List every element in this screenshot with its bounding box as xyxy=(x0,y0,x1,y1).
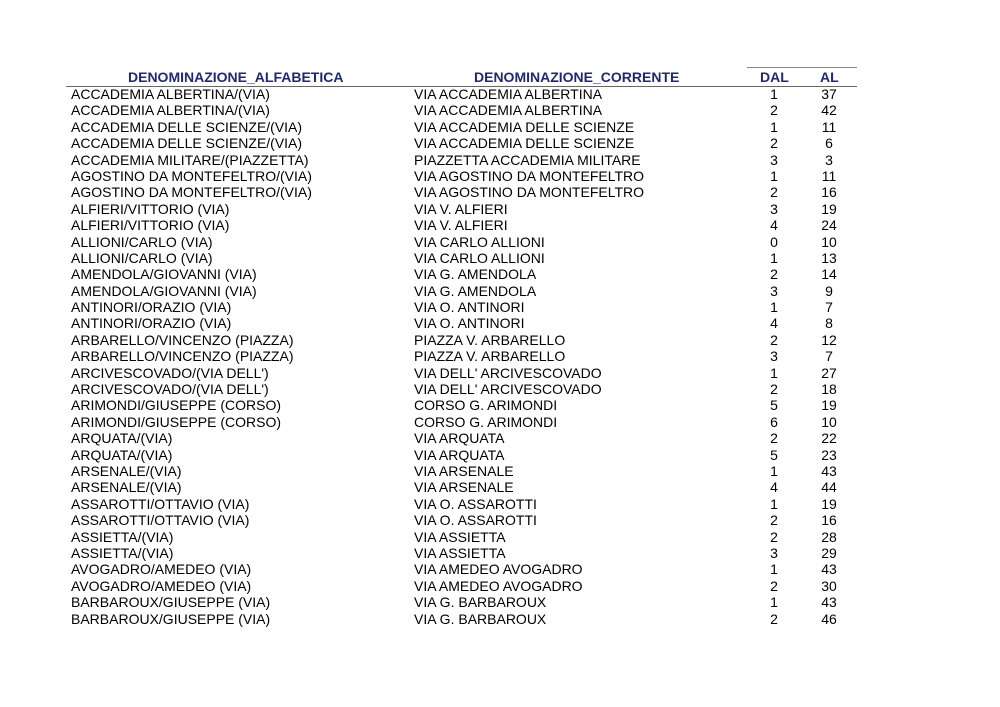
cell-denominazione-alfabetica: AVOGADRO/AMEDEO (VIA) xyxy=(71,577,252,594)
cell-al: 13 xyxy=(821,249,837,266)
cell-denominazione-corrente: VIA ASSIETTA xyxy=(414,528,506,545)
cell-denominazione-corrente: VIA O. ASSAROTTI xyxy=(414,495,537,512)
cell-dal: 5 xyxy=(770,446,778,463)
table-row xyxy=(0,430,1000,446)
cell-denominazione-alfabetica: ACCADEMIA DELLE SCIENZE/(VIA) xyxy=(71,135,303,152)
cell-dal: 1 xyxy=(770,495,778,512)
table-row xyxy=(0,119,1000,135)
cell-denominazione-alfabetica: AGOSTINO DA MONTEFELTRO/(VIA) xyxy=(71,184,312,201)
cell-dal: 3 xyxy=(770,151,778,168)
cell-denominazione-corrente: VIA O. ASSAROTTI xyxy=(414,512,537,529)
cell-denominazione-corrente: VIA O. ANTINORI xyxy=(414,299,525,316)
cell-denominazione-alfabetica: ARQUATA/(VIA) xyxy=(71,446,173,463)
cell-denominazione-corrente: VIA O. ANTINORI xyxy=(414,315,525,332)
cell-al: 16 xyxy=(821,184,837,201)
cell-denominazione-alfabetica: ARIMONDI/GIUSEPPE (CORSO) xyxy=(71,397,282,414)
cell-al: 18 xyxy=(821,381,837,398)
cell-denominazione-corrente: VIA CARLO ALLIONI xyxy=(414,249,545,266)
cell-denominazione-corrente: VIA ARQUATA xyxy=(414,446,505,463)
cell-denominazione-alfabetica: ACCADEMIA ALBERTINA/(VIA) xyxy=(71,86,270,102)
cell-denominazione-alfabetica: ARIMONDI/GIUSEPPE (CORSO) xyxy=(71,413,282,430)
table-row xyxy=(0,152,1000,168)
table-row xyxy=(0,496,1000,512)
cell-denominazione-alfabetica: BARBAROUX/GIUSEPPE (VIA) xyxy=(71,610,271,627)
table-row xyxy=(0,611,1000,627)
cell-al: 29 xyxy=(821,544,837,561)
cell-dal: 1 xyxy=(770,561,778,578)
cell-denominazione-corrente: PIAZZA V. ARBARELLO xyxy=(414,331,566,348)
table-row xyxy=(0,217,1000,233)
cell-denominazione-alfabetica: ALLIONI/CARLO (VIA) xyxy=(71,249,213,266)
cell-dal: 4 xyxy=(770,217,778,234)
cell-al: 7 xyxy=(825,299,833,316)
cell-dal: 2 xyxy=(770,102,778,119)
table-row xyxy=(0,250,1000,266)
table-row xyxy=(0,184,1000,200)
cell-denominazione-alfabetica: ASSAROTTI/OTTAVIO (VIA) xyxy=(71,512,250,529)
cell-denominazione-corrente: VIA AGOSTINO DA MONTEFELTRO xyxy=(414,184,645,201)
cell-denominazione-corrente: VIA V. ALFIERI xyxy=(414,217,508,234)
cell-denominazione-corrente: CORSO G. ARIMONDI xyxy=(414,413,558,430)
table-row xyxy=(0,414,1000,430)
table-row xyxy=(0,332,1000,348)
cell-al: 28 xyxy=(821,528,837,545)
cell-denominazione-corrente: VIA ARQUATA xyxy=(414,430,505,447)
cell-denominazione-corrente: CORSO G. ARIMONDI xyxy=(414,397,558,414)
table-row xyxy=(0,545,1000,561)
cell-dal: 2 xyxy=(770,512,778,529)
table-row xyxy=(0,234,1000,250)
cell-al: 11 xyxy=(821,118,837,135)
cell-denominazione-corrente: VIA ASSIETTA xyxy=(414,544,506,561)
cell-denominazione-alfabetica: AGOSTINO DA MONTEFELTRO/(VIA) xyxy=(71,167,312,184)
cell-dal: 0 xyxy=(770,233,778,250)
cell-dal: 3 xyxy=(770,282,778,299)
cell-al: 8 xyxy=(825,315,833,332)
table-row xyxy=(0,578,1000,594)
cell-denominazione-corrente: VIA AGOSTINO DA MONTEFELTRO xyxy=(414,167,645,184)
table-header xyxy=(0,68,1000,86)
cell-al: 10 xyxy=(821,233,837,250)
table-row xyxy=(0,201,1000,217)
table-row xyxy=(0,102,1000,118)
column-header-dal: DAL xyxy=(760,69,789,85)
cell-al: 10 xyxy=(821,413,837,430)
cell-al: 42 xyxy=(821,102,837,119)
table-row xyxy=(0,86,1000,102)
cell-denominazione-corrente: VIA ACCADEMIA DELLE SCIENZE xyxy=(414,118,635,135)
column-header-denominazione-alfabetica: DENOMINAZIONE_ALFABETICA xyxy=(128,69,344,85)
cell-dal: 2 xyxy=(770,577,778,594)
cell-al: 46 xyxy=(821,610,837,627)
cell-dal: 2 xyxy=(770,528,778,545)
cell-denominazione-alfabetica: ALFIERI/VITTORIO (VIA) xyxy=(71,217,230,234)
cell-al: 16 xyxy=(821,512,837,529)
cell-denominazione-alfabetica: AMENDOLA/GIOVANNI (VIA) xyxy=(71,266,257,283)
cell-al: 23 xyxy=(821,446,837,463)
table-row xyxy=(0,283,1000,299)
cell-al: 24 xyxy=(821,217,837,234)
cell-denominazione-alfabetica: ARSENALE/(VIA) xyxy=(71,479,182,496)
table-row xyxy=(0,479,1000,495)
cell-dal: 3 xyxy=(770,544,778,561)
cell-al: 6 xyxy=(825,135,833,152)
cell-dal: 2 xyxy=(770,135,778,152)
table-row xyxy=(0,463,1000,479)
cell-denominazione-alfabetica: ARBARELLO/VINCENZO (PIAZZA) xyxy=(71,348,294,365)
table-body xyxy=(0,86,1000,627)
cell-dal: 1 xyxy=(770,364,778,381)
cell-dal: 1 xyxy=(770,86,778,102)
table-row xyxy=(0,529,1000,545)
cell-al: 43 xyxy=(821,594,837,611)
cell-denominazione-corrente: VIA ACCADEMIA ALBERTINA xyxy=(414,86,603,102)
table-row xyxy=(0,348,1000,364)
cell-dal: 5 xyxy=(770,397,778,414)
cell-dal: 3 xyxy=(770,200,778,217)
cell-dal: 2 xyxy=(770,430,778,447)
column-header-denominazione-corrente: DENOMINAZIONE_CORRENTE xyxy=(474,69,680,85)
table-row xyxy=(0,381,1000,397)
cell-dal: 3 xyxy=(770,348,778,365)
table-row xyxy=(0,397,1000,413)
table-row xyxy=(0,299,1000,315)
cell-denominazione-alfabetica: ACCADEMIA DELLE SCIENZE/(VIA) xyxy=(71,118,303,135)
cell-al: 30 xyxy=(821,577,837,594)
cell-dal: 2 xyxy=(770,381,778,398)
table-row xyxy=(0,365,1000,381)
cell-denominazione-alfabetica: AVOGADRO/AMEDEO (VIA) xyxy=(71,561,252,578)
cell-denominazione-corrente: VIA V. ALFIERI xyxy=(414,200,508,217)
cell-dal: 2 xyxy=(770,266,778,283)
cell-denominazione-alfabetica: ARCIVESCOVADO/(VIA DELL') xyxy=(71,381,269,398)
cell-dal: 6 xyxy=(770,413,778,430)
cell-denominazione-alfabetica: ACCADEMIA MILITARE/(PIAZZETTA) xyxy=(71,151,309,168)
cell-dal: 2 xyxy=(770,331,778,348)
cell-denominazione-corrente: VIA CARLO ALLIONI xyxy=(414,233,545,250)
cell-dal: 4 xyxy=(770,315,778,332)
cell-al: 14 xyxy=(821,266,837,283)
cell-al: 7 xyxy=(825,348,833,365)
cell-denominazione-alfabetica: ASSIETTA/(VIA) xyxy=(71,528,174,545)
cell-al: 11 xyxy=(821,167,837,184)
cell-denominazione-alfabetica: ARQUATA/(VIA) xyxy=(71,430,173,447)
cell-denominazione-alfabetica: ANTINORI/ORAZIO (VIA) xyxy=(71,299,232,316)
cell-dal: 4 xyxy=(770,479,778,496)
cell-denominazione-corrente: PIAZZA V. ARBARELLO xyxy=(414,348,566,365)
table-row xyxy=(0,266,1000,282)
table-row xyxy=(0,594,1000,610)
cell-al: 19 xyxy=(821,397,837,414)
cell-dal: 2 xyxy=(770,610,778,627)
cell-denominazione-corrente: VIA ARSENALE xyxy=(414,462,514,479)
table-row xyxy=(0,512,1000,528)
cell-denominazione-corrente: VIA DELL' ARCIVESCOVADO xyxy=(414,364,602,381)
cell-denominazione-alfabetica: BARBAROUX/GIUSEPPE (VIA) xyxy=(71,594,271,611)
cell-al: 43 xyxy=(821,561,837,578)
cell-dal: 2 xyxy=(770,184,778,201)
table-row xyxy=(0,168,1000,184)
cell-al: 37 xyxy=(821,86,837,102)
table-row xyxy=(0,561,1000,577)
cell-dal: 1 xyxy=(770,249,778,266)
cell-denominazione-corrente: VIA G. AMENDOLA xyxy=(414,266,537,283)
cell-al: 3 xyxy=(825,151,833,168)
cell-denominazione-alfabetica: ARBARELLO/VINCENZO (PIAZZA) xyxy=(71,331,294,348)
cell-dal: 1 xyxy=(770,167,778,184)
cell-dal: 1 xyxy=(770,462,778,479)
column-header-al: AL xyxy=(820,69,839,85)
cell-al: 9 xyxy=(825,282,833,299)
cell-denominazione-corrente: PIAZZETTA ACCADEMIA MILITARE xyxy=(414,151,641,168)
cell-al: 19 xyxy=(821,495,837,512)
cell-denominazione-alfabetica: ASSIETTA/(VIA) xyxy=(71,544,174,561)
cell-denominazione-corrente: VIA G. AMENDOLA xyxy=(414,282,537,299)
cell-denominazione-corrente: VIA ARSENALE xyxy=(414,479,514,496)
cell-denominazione-corrente: VIA AMEDEO AVOGADRO xyxy=(414,561,583,578)
cell-denominazione-corrente: VIA ACCADEMIA DELLE SCIENZE xyxy=(414,135,635,152)
cell-denominazione-corrente: VIA AMEDEO AVOGADRO xyxy=(414,577,583,594)
cell-al: 43 xyxy=(821,462,837,479)
cell-denominazione-alfabetica: ALFIERI/VITTORIO (VIA) xyxy=(71,200,230,217)
cell-dal: 1 xyxy=(770,594,778,611)
cell-denominazione-alfabetica: ASSAROTTI/OTTAVIO (VIA) xyxy=(71,495,250,512)
cell-denominazione-alfabetica: ACCADEMIA ALBERTINA/(VIA) xyxy=(71,102,270,119)
cell-denominazione-alfabetica: AMENDOLA/GIOVANNI (VIA) xyxy=(71,282,257,299)
cell-al: 44 xyxy=(821,479,837,496)
cell-dal: 1 xyxy=(770,118,778,135)
table-row xyxy=(0,135,1000,151)
cell-denominazione-corrente: VIA G. BARBAROUX xyxy=(414,610,547,627)
cell-denominazione-alfabetica: ANTINORI/ORAZIO (VIA) xyxy=(71,315,232,332)
table-row xyxy=(0,315,1000,331)
cell-denominazione-alfabetica: ARSENALE/(VIA) xyxy=(71,462,182,479)
cell-al: 12 xyxy=(821,331,837,348)
cell-al: 27 xyxy=(821,364,837,381)
cell-dal: 1 xyxy=(770,299,778,316)
cell-denominazione-corrente: VIA G. BARBAROUX xyxy=(414,594,547,611)
cell-al: 22 xyxy=(821,430,837,447)
cell-denominazione-corrente: VIA ACCADEMIA ALBERTINA xyxy=(414,102,603,119)
cell-denominazione-alfabetica: ALLIONI/CARLO (VIA) xyxy=(71,233,213,250)
cell-denominazione-alfabetica: ARCIVESCOVADO/(VIA DELL') xyxy=(71,364,269,381)
cell-denominazione-corrente: VIA DELL' ARCIVESCOVADO xyxy=(414,381,602,398)
cell-al: 19 xyxy=(821,200,837,217)
table-row xyxy=(0,447,1000,463)
